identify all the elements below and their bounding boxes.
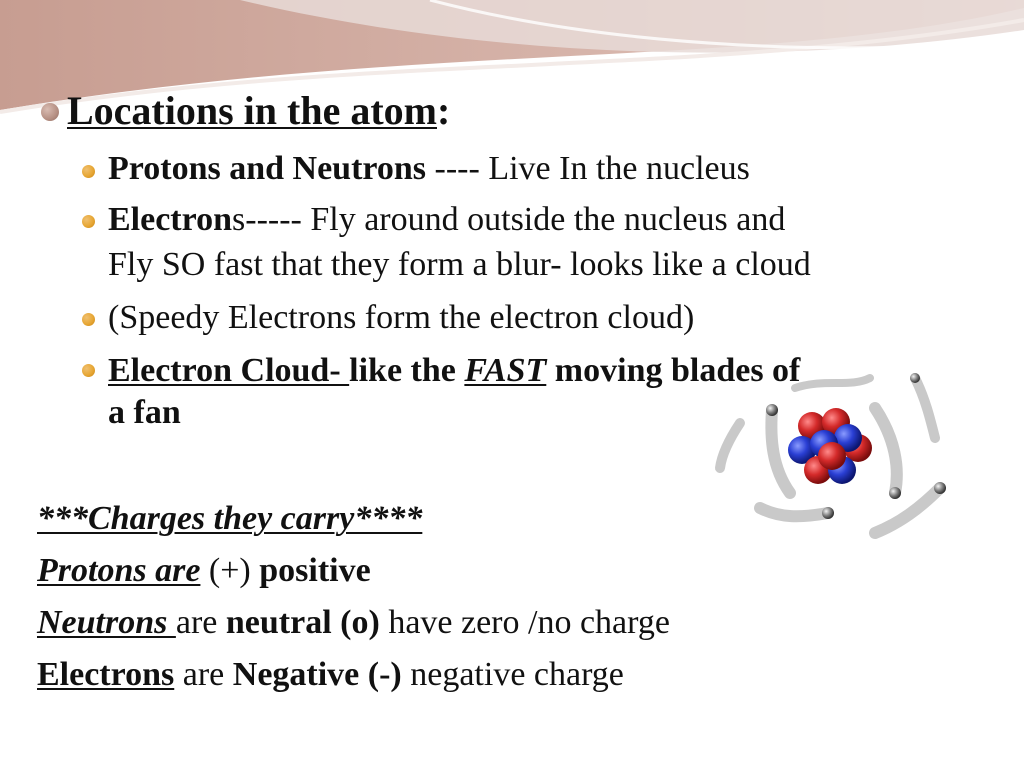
bullet-icon <box>41 103 59 121</box>
electrons-are: are <box>174 656 233 693</box>
heading-colon: : <box>437 88 451 133</box>
nucleus <box>788 408 872 484</box>
bullet-italic-text: FAST <box>464 352 547 389</box>
bullet-text: ---- Live In the nucleus <box>426 150 750 187</box>
bullet-text: like the <box>349 352 465 389</box>
charges-heading-text: ***Charges they carry**** <box>37 500 423 537</box>
electrons-rest: negative charge <box>401 656 624 693</box>
bullet-continuation: Fly SO fast that they form a blur- looks like a cloud <box>108 246 811 283</box>
protons-line <box>37 549 371 593</box>
bullet-text: s----- Fly around outside the nucleus and <box>232 201 786 238</box>
bullet-continuation: a fan <box>108 394 181 431</box>
electrons-charge: Negative (-) <box>232 656 402 693</box>
bullet-item <box>108 147 750 191</box>
bullet-icon <box>82 364 95 377</box>
bullet-icon <box>82 313 95 326</box>
neutrons-charge: neutral (o) <box>225 604 380 641</box>
bullet-icon <box>82 215 95 228</box>
electrons-term: Electrons <box>37 656 175 693</box>
protons-symbol: (+) <box>200 552 260 589</box>
bullet-icon <box>82 165 95 178</box>
heading-text: Locations in the atom <box>67 88 437 133</box>
charges-heading <box>37 497 422 541</box>
neutrons-term: Neutrons <box>37 604 176 641</box>
bullet-underlined-text: Electron Cloud- <box>108 352 350 389</box>
protons-charge: positive <box>259 552 371 589</box>
protons-term: Protons are <box>37 552 201 589</box>
neutrons-rest: have zero /no charge <box>379 604 670 641</box>
neutrons-are: are <box>175 604 226 641</box>
bullet-item <box>108 349 800 393</box>
bullet-bold-text: Protons and Neutrons <box>108 150 427 187</box>
electrons-line <box>37 653 624 697</box>
slide-heading <box>67 86 450 136</box>
bullet-item: (Speedy Electrons form the electron cloud) <box>108 299 695 336</box>
bullet-bold-text: Electron <box>108 201 233 238</box>
neutrons-line <box>37 601 670 645</box>
bullet-text: moving blades of <box>546 352 801 389</box>
bullet-item <box>108 198 785 242</box>
